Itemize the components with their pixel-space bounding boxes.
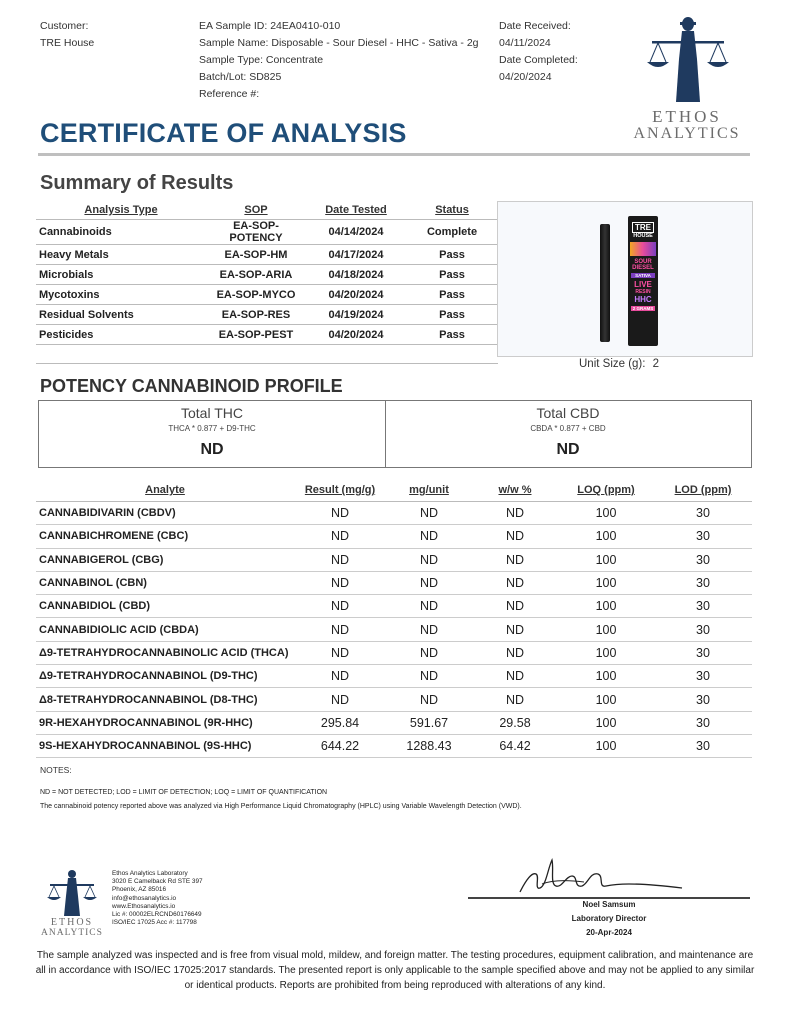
summary-cell: EA-SOP-POTENCY [206,220,306,245]
analyte-mg-unit: ND [386,525,472,548]
table-row [36,265,498,285]
package-hhc: HHC [634,295,652,304]
sample-info-block [199,18,479,103]
package-art [630,242,656,256]
total-thc-label: Total THC [181,405,243,421]
analyte-name: CANNABINOL (CBN) [36,571,294,594]
summary-cell: 04/19/2024 [306,305,406,325]
summary-cell: 04/20/2024 [306,325,406,345]
lab-name: Ethos Analytics Laboratory [112,870,188,877]
summary-cell: 04/14/2024 [306,220,406,245]
analyte-result: ND [294,641,386,664]
table-row [36,305,498,325]
analyte-result: ND [294,525,386,548]
page-title: CERTIFICATE OF ANALYSIS [40,118,407,148]
analyte-result: ND [294,502,386,525]
analyte-name: CANNABIDIVARIN (CBDV) [36,502,294,525]
signature-line [468,897,750,899]
summary-cell: Pass [406,285,498,305]
analyte-name: CANNABIDIOLIC ACID (CBDA) [36,618,294,641]
summary-cell: Pass [406,305,498,325]
summary-cell: Complete [406,220,498,245]
table-row [36,665,752,688]
potency-col-analyte: Analyte [36,479,294,502]
analyte-ww: ND [472,525,558,548]
ethos-logo [622,14,752,146]
signature-icon [512,854,692,898]
analyte-ww: 64.42 [472,734,558,757]
table-row [36,595,752,618]
summary-cell: Microbials [36,265,206,285]
potency-col-mg-unit: mg/unit [386,479,472,502]
analyte-lod: 30 [654,665,752,688]
notes-label: NOTES: [40,765,72,775]
customer-block [40,18,94,52]
analyte-loq: 100 [558,595,654,618]
customer-label: Customer: [40,20,89,32]
table-row-empty [36,345,498,364]
table-row [36,548,752,571]
analyte-loq: 100 [558,548,654,571]
sample-id: EA Sample ID: 24EA0410-010 [199,20,341,32]
logo-word-analytics: ANALYTICS [633,125,741,142]
analyte-ww: ND [472,618,558,641]
analyte-ww: ND [472,688,558,711]
total-cbd-panel [387,401,749,467]
analyte-lod: 30 [654,571,752,594]
date-received-label: Date Received: [499,20,571,32]
potency-header-row [36,479,752,502]
analyte-lod: 30 [654,734,752,757]
potency-table [36,479,752,758]
analyte-mg-unit: ND [386,641,472,664]
analyte-loq: 100 [558,502,654,525]
lab-email: info@ethosanalytics.io [112,894,177,902]
analyte-ww: ND [472,548,558,571]
table-row [36,571,752,594]
analyte-mg-unit: ND [386,665,472,688]
table-row [36,502,752,525]
analyte-result: 295.84 [294,711,386,734]
title-divider [38,153,750,156]
summary-col-sop: SOP [244,204,268,216]
date-completed: 04/20/2024 [499,71,552,83]
dates-block [499,18,578,86]
package-brand-2: HOUSE [633,233,653,239]
package-type: SATIVA [631,273,655,278]
potency-col-lod: LOD (ppm) [654,479,752,502]
vape-package [628,216,658,346]
summary-cell: Residual Solvents [36,305,206,325]
date-completed-label: Date Completed: [499,54,578,66]
analyte-lod: 30 [654,711,752,734]
analyte-result: ND [294,595,386,618]
summary-cell: Pass [406,245,498,265]
footer-logo-word-analytics: ANALYTICS [41,928,103,938]
summary-cell: 04/17/2024 [306,245,406,265]
sample-name: Sample Name: Disposable - Sour Diesel - HHC - Sativa - 2g [199,37,479,49]
analyte-loq: 100 [558,571,654,594]
lab-address [112,870,203,927]
table-row [36,711,752,734]
package-grams: 2 GRAMS [632,306,654,311]
analyte-name: Δ9-TETRAHYDROCANNABINOLIC ACID (THCA) [36,641,294,664]
analyte-mg-unit: ND [386,595,472,618]
summary-cell: Cannabinoids [36,220,206,245]
analyte-loq: 100 [558,618,654,641]
summary-cell: Pass [406,325,498,345]
signer-name: Noel Samsum [582,900,636,909]
analyte-result: ND [294,548,386,571]
analyte-name: 9R-HEXAHYDROCANNABINOL (9R-HHC) [36,711,294,734]
summary-cell: 04/18/2024 [306,265,406,285]
table-row [36,285,498,305]
analyte-result: 644.22 [294,734,386,757]
lab-address-1: 3020 E Camelback Rd STE 397 [112,878,203,886]
analyte-name: CANNABICHROMENE (CBC) [36,525,294,548]
analyte-ww: ND [472,595,558,618]
analyte-ww: 29.58 [472,711,558,734]
table-row [36,245,498,265]
potency-title: POTENCY CANNABINOID PROFILE [40,376,343,396]
analyte-result: ND [294,665,386,688]
unit-size-value: 2 [652,358,660,370]
lab-website: www.Ethosanalytics.io [112,902,176,910]
analyte-loq: 100 [558,525,654,548]
analyte-mg-unit: ND [386,571,472,594]
analyte-lod: 30 [654,641,752,664]
analyte-name: CANNABIGEROL (CBG) [36,548,294,571]
package-brand-1: TRE [632,222,654,233]
lab-license: Lic #: 00002ELRCND60176649 [112,911,202,919]
table-row [36,220,498,245]
disclaimer: The sample analyzed was inspected and is free from visual mold, mildew, and foreign matter. The testing procedures, equipment calibration, and maintenance are all in accordance with ISO/IEC 17025:2017 standards. The presented report is only applicable to the sample specified above and may not be applied to any similar or identical products. Reports are prohibited from being reproduced with alterations of any kind. [35,950,755,991]
analyte-ww: ND [472,641,558,664]
logo-word-ethos: ETHOS [652,107,722,126]
analyte-result: ND [294,618,386,641]
summary-col-analysis: Analysis Type [84,204,158,216]
unit-size-label: Unit Size (g): [579,358,646,370]
analyte-lod: 30 [654,595,752,618]
analyte-name: 9S-HEXAHYDROCANNABINOL (9S-HHC) [36,734,294,757]
package-strain-1: SOUR [634,259,652,265]
summary-cell: Pesticides [36,325,206,345]
vape-device [600,224,610,342]
total-thc-value: ND [200,441,224,458]
analyte-lod: 30 [654,618,752,641]
potency-col-result: Result (mg/g) [294,479,386,502]
customer-name: TRE House [40,37,95,49]
summary-cell: EA-SOP-ARIA [206,265,306,285]
scales-of-justice-icon [36,868,108,918]
summary-cell: Pass [406,265,498,285]
analyte-loq: 100 [558,641,654,664]
analyte-ww: ND [472,665,558,688]
total-thc-formula: THCA * 0.877 + D9-THC [168,424,256,433]
notes-definitions: ND = NOT DETECTED; LOD = LIMIT OF DETECTION; LOQ = LIMIT OF QUANTIFICATION [40,789,328,796]
analyte-mg-unit: 591.67 [386,711,472,734]
total-cbd-value: ND [556,441,580,458]
sample-type: Sample Type: Concentrate [199,54,324,66]
lab-iso: ISO/IEC 17025 Acc #: 117798 [112,919,197,927]
analyte-loq: 100 [558,711,654,734]
analyte-lod: 30 [654,525,752,548]
analyte-name: CANNABIDIOL (CBD) [36,595,294,618]
analyte-ww: ND [472,571,558,594]
analyte-loq: 100 [558,665,654,688]
analyte-result: ND [294,688,386,711]
summary-title: Summary of Results [40,172,234,194]
summary-cell: Heavy Metals [36,245,206,265]
analyte-loq: 100 [558,734,654,757]
footer-logo-word-ethos: ETHOS [50,917,94,928]
summary-cell: EA-SOP-PEST [206,325,306,345]
totals-box [38,400,752,468]
signature-date: 20-Apr-2024 [586,928,632,937]
date-received: 04/11/2024 [499,37,551,49]
total-cbd-formula: CBDA * 0.877 + CBD [530,424,606,433]
package-live-1: LIVE [634,280,652,289]
signer-title: Laboratory Director [571,914,647,923]
total-cbd-label: Total CBD [536,405,600,421]
scales-of-justice-icon [622,14,752,109]
total-thc-panel [39,401,386,467]
analyte-result: ND [294,571,386,594]
reference: Reference #: [199,88,260,100]
analyte-mg-unit: ND [386,688,472,711]
table-row [36,641,752,664]
analyte-mg-unit: ND [386,548,472,571]
summary-table [36,201,498,364]
analyte-name: Δ9-TETRAHYDROCANNABINOL (D9-THC) [36,665,294,688]
potency-col-loq: LOQ (ppm) [558,479,654,502]
summary-cell: Mycotoxins [36,285,206,305]
package-live-2: RESIN [635,289,651,295]
analyte-name: Δ8-TETRAHYDROCANNABINOL (D8-THC) [36,688,294,711]
unit-size [579,358,659,370]
analyte-lod: 30 [654,688,752,711]
summary-col-status: Status [435,204,469,216]
summary-cell: EA-SOP-MYCO [206,285,306,305]
summary-cell: EA-SOP-RES [206,305,306,325]
notes-method: The cannabinoid potency reported above was analyzed via High Performance Liquid Chromatography (HPLC) using Variable Wavelength Detection (VWD). [40,803,522,810]
summary-cell: EA-SOP-HM [206,245,306,265]
table-row [36,618,752,641]
summary-col-date: Date Tested [325,204,387,216]
analyte-lod: 30 [654,548,752,571]
summary-header-row [36,201,498,220]
analyte-ww: ND [472,502,558,525]
analyte-mg-unit: 1288.43 [386,734,472,757]
analyte-lod: 30 [654,502,752,525]
product-image [497,201,753,357]
footer-logo [36,868,108,940]
analyte-mg-unit: ND [386,618,472,641]
summary-cell: 04/20/2024 [306,285,406,305]
analyte-mg-unit: ND [386,502,472,525]
table-row [36,688,752,711]
lab-address-2: Phoenix, AZ 85016 [112,886,167,894]
analyte-loq: 100 [558,688,654,711]
package-strain-2: DIESEL [632,265,654,271]
table-row [36,325,498,345]
table-row [36,525,752,548]
batch-lot: Batch/Lot: SD825 [199,71,282,83]
potency-col-ww: w/w % [472,479,558,502]
table-row [36,734,752,757]
